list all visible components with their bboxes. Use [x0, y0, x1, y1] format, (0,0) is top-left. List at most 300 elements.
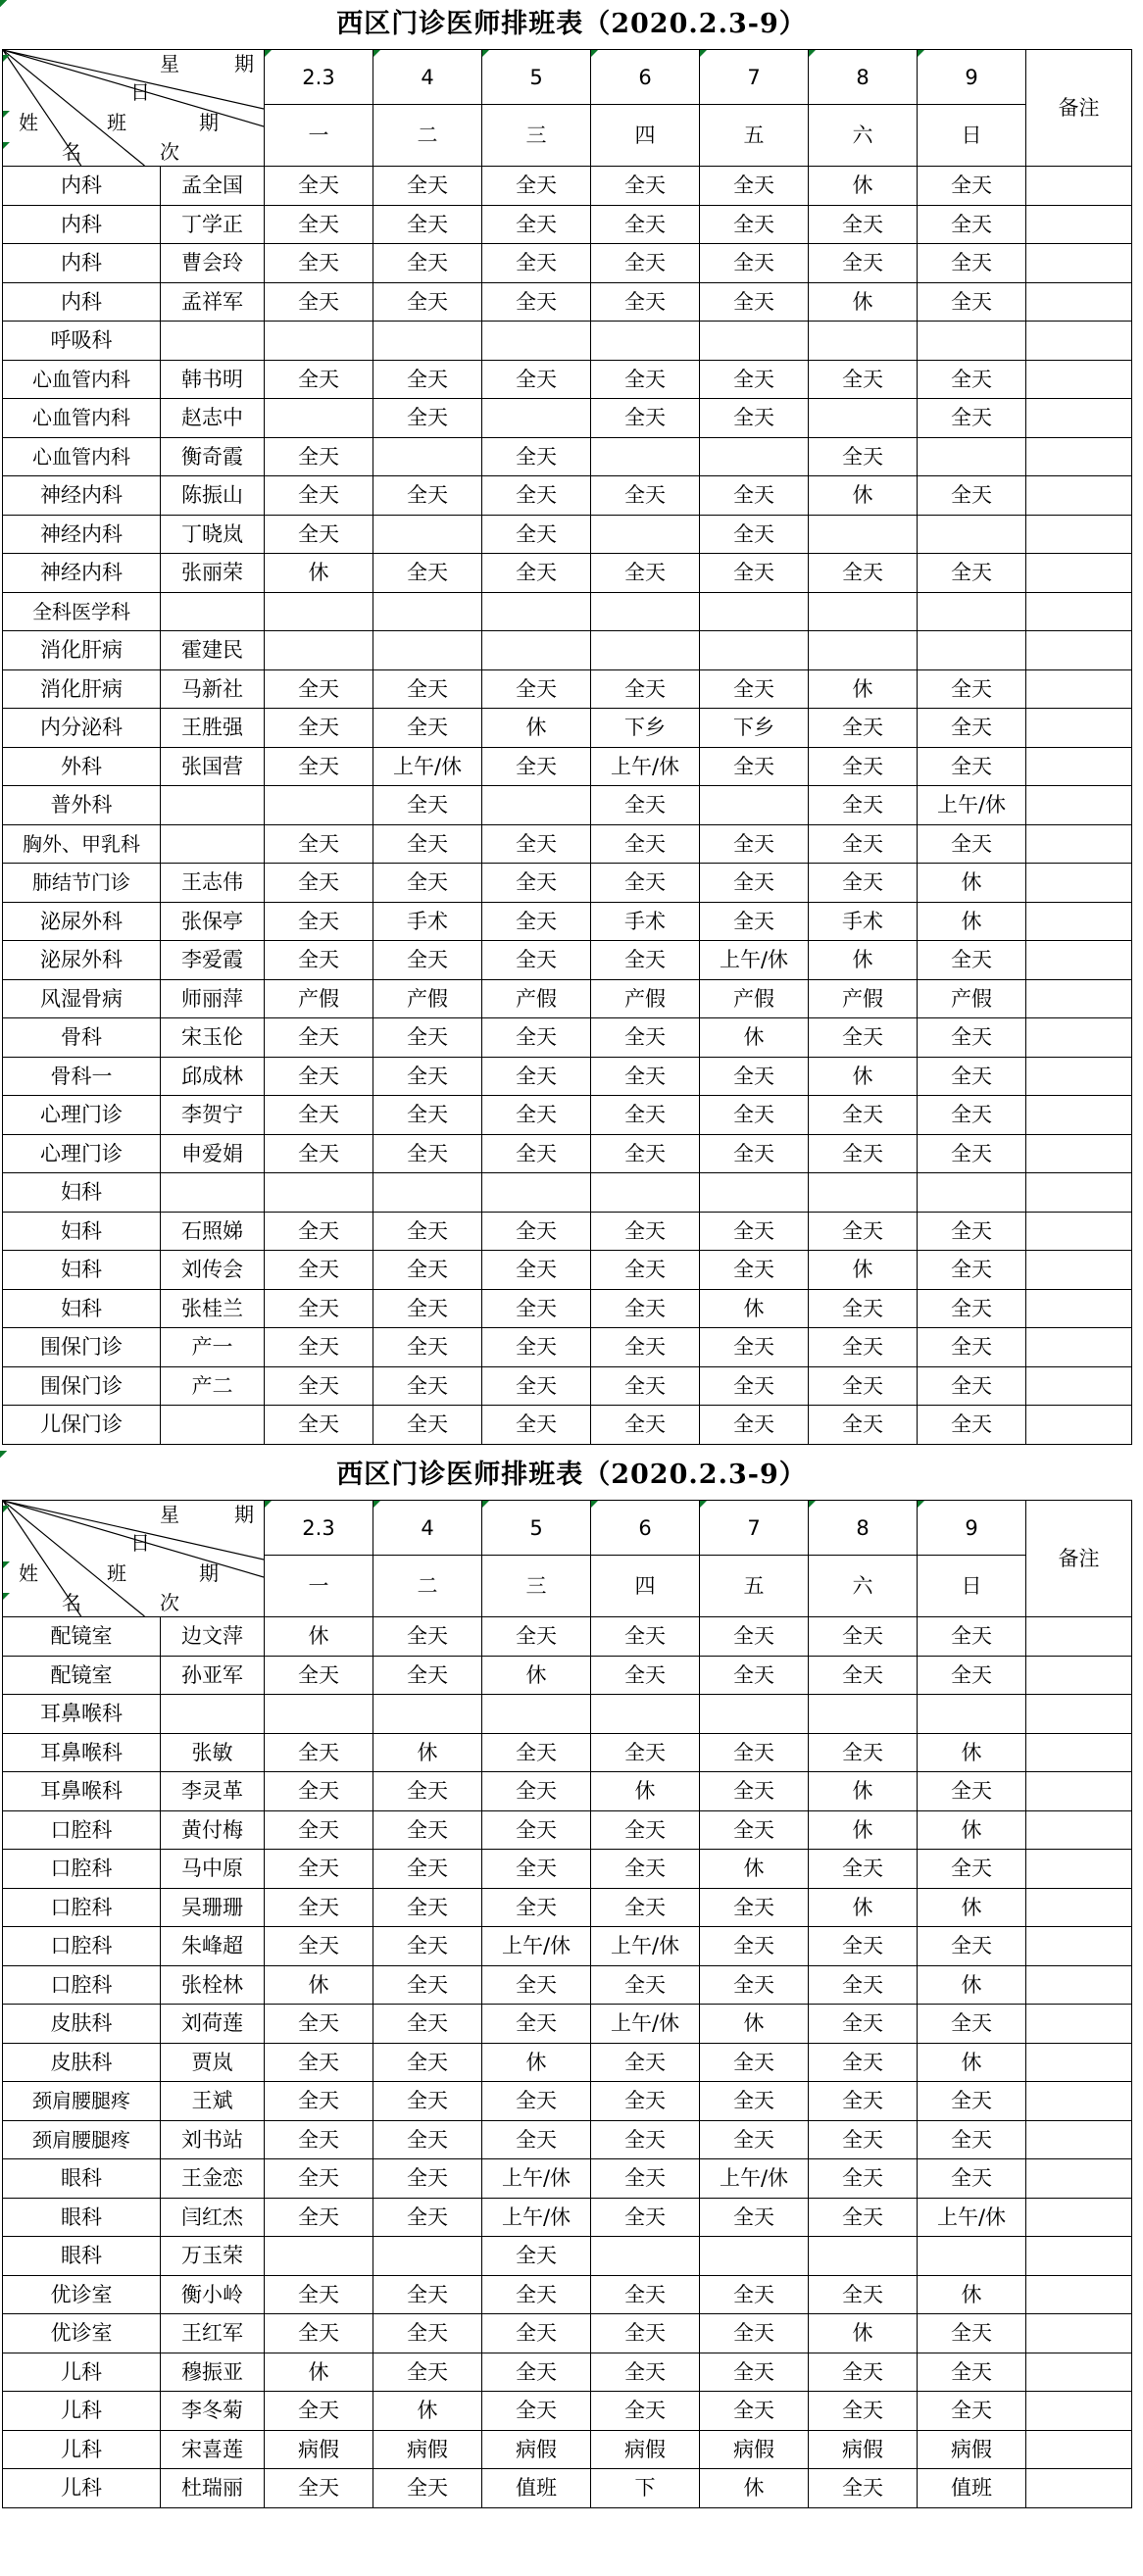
- shift-cell: [373, 631, 482, 670]
- cell-marker-icon: [918, 50, 924, 57]
- shift-cell: 下: [591, 2469, 700, 2508]
- shift-cell: 全天: [591, 2353, 700, 2392]
- date-header: 4: [373, 1501, 482, 1556]
- table-row: [3, 2392, 1132, 2431]
- shift-cell: [373, 515, 482, 554]
- shift-cell: 全天: [482, 1965, 591, 2005]
- shift-cell: [591, 631, 700, 670]
- shift-cell: 全天: [700, 1617, 809, 1657]
- shift-cell: 全天: [700, 1656, 809, 1695]
- doctor-name-cell: 丁学正: [161, 205, 265, 244]
- remark-cell: [1026, 1406, 1132, 1445]
- shift-cell: 全天: [373, 2353, 482, 2392]
- doctor-name-cell: 丁晓岚: [161, 515, 265, 554]
- shift-cell: 全天: [591, 864, 700, 903]
- table-row: [3, 709, 1132, 748]
- shift-cell: 全天: [918, 167, 1026, 206]
- shift-cell: 全天: [591, 1096, 700, 1135]
- shift-cell: 上午/休: [700, 2159, 809, 2199]
- shift-cell: 休: [918, 1888, 1026, 1927]
- shift-cell: 全天: [700, 1888, 809, 1927]
- shift-cell: 全天: [373, 1096, 482, 1135]
- table-row: [3, 1251, 1132, 1290]
- shift-cell: 全天: [265, 1328, 373, 1367]
- shift-cell: [373, 1695, 482, 1734]
- shift-cell: 上午/休: [482, 1927, 591, 1966]
- shift-cell: 全天: [591, 824, 700, 864]
- shift-cell: 全天: [918, 244, 1026, 283]
- doctor-name-cell: 张丽荣: [161, 554, 265, 593]
- remark-cell: [1026, 824, 1132, 864]
- dept-cell: 普外科: [3, 786, 161, 825]
- shift-cell: 全天: [373, 2275, 482, 2314]
- dept-cell: 心理门诊: [3, 1096, 161, 1135]
- shift-cell: 全天: [809, 1366, 918, 1406]
- dept-cell: 口腔科: [3, 1810, 161, 1850]
- shift-cell: 全天: [482, 1134, 591, 1173]
- remark-cell: [1026, 1212, 1132, 1251]
- corner-label-qi: 期: [199, 1561, 219, 1585]
- shift-cell: 休: [809, 476, 918, 516]
- shift-cell: [918, 437, 1026, 476]
- shift-cell: 全天: [373, 2120, 482, 2159]
- shift-cell: 下乡: [591, 709, 700, 748]
- remark-cell: [1026, 592, 1132, 631]
- shift-cell: 上午/休: [591, 2005, 700, 2044]
- shift-cell: 全天: [265, 1366, 373, 1406]
- remark-cell: [1026, 902, 1132, 941]
- shift-cell: 休: [809, 1251, 918, 1290]
- shift-cell: 全天: [265, 1733, 373, 1772]
- shift-cell: 全天: [700, 2275, 809, 2314]
- table-row: [3, 1733, 1132, 1772]
- shift-cell: 全天: [700, 1406, 809, 1445]
- remark-cell: [1026, 709, 1132, 748]
- date-header: 5: [482, 50, 591, 105]
- remark-cell: [1026, 399, 1132, 438]
- dept-cell: 泌尿外科: [3, 941, 161, 980]
- shift-cell: 全天: [591, 941, 700, 980]
- dept-cell: 全科医学科: [3, 592, 161, 631]
- shift-cell: 全天: [918, 1656, 1026, 1695]
- date-header: 8: [809, 1501, 918, 1556]
- shift-cell: 全天: [591, 1406, 700, 1445]
- doctor-name-cell: 李贺宁: [161, 1096, 265, 1135]
- cell-marker-icon: [3, 1593, 10, 1600]
- remark-cell: [1026, 1328, 1132, 1367]
- shift-cell: [482, 322, 591, 361]
- shift-cell: 全天: [265, 709, 373, 748]
- shift-cell: 休: [918, 1733, 1026, 1772]
- remark-cell: [1026, 1617, 1132, 1657]
- date-header: 7: [700, 50, 809, 105]
- remark-cell: [1026, 1134, 1132, 1173]
- doctor-name-cell: 宋喜莲: [161, 2430, 265, 2469]
- shift-cell: 全天: [809, 2392, 918, 2431]
- doctor-name-cell: 张栓林: [161, 1965, 265, 2005]
- remark-cell: [1026, 2005, 1132, 2044]
- dept-cell: 内科: [3, 167, 161, 206]
- shift-cell: 全天: [265, 167, 373, 206]
- dept-cell: 颈肩腰腿疼: [3, 2120, 161, 2159]
- shift-cell: 全天: [918, 399, 1026, 438]
- shift-cell: 全天: [265, 902, 373, 941]
- table-row: [3, 1927, 1132, 1966]
- cell-marker-icon: [3, 1506, 10, 1512]
- shift-cell: 产假: [809, 979, 918, 1018]
- date-header: 7: [700, 1501, 809, 1556]
- table-row: [3, 437, 1132, 476]
- shift-cell: [482, 786, 591, 825]
- dept-cell: 神经内科: [3, 554, 161, 593]
- dept-cell: 儿科: [3, 2392, 161, 2431]
- shift-cell: 全天: [700, 902, 809, 941]
- shift-cell: 全天: [918, 476, 1026, 516]
- shift-cell: 全天: [482, 2275, 591, 2314]
- corner-label-ci: 次: [160, 1591, 179, 1614]
- shift-cell: [809, 322, 918, 361]
- shift-cell: 全天: [918, 1057, 1026, 1096]
- dept-cell: 妇科: [3, 1173, 161, 1213]
- shift-cell: [809, 399, 918, 438]
- shift-cell: 全天: [700, 167, 809, 206]
- shift-cell: 全天: [809, 244, 918, 283]
- shift-cell: 全天: [265, 1096, 373, 1135]
- table-row: [3, 1772, 1132, 1811]
- shift-cell: 全天: [591, 360, 700, 399]
- shift-cell: 休: [591, 1772, 700, 1811]
- shift-cell: 全天: [591, 1057, 700, 1096]
- shift-cell: 全天: [918, 1366, 1026, 1406]
- table-row: [3, 979, 1132, 1018]
- doctor-name-cell: 王斌: [161, 2082, 265, 2121]
- table-row: [3, 1656, 1132, 1695]
- shift-cell: 全天: [591, 2198, 700, 2237]
- doctor-name-cell: 张国营: [161, 747, 265, 786]
- shift-cell: 全天: [265, 1927, 373, 1966]
- weekday-header: 三: [482, 1556, 591, 1617]
- shift-cell: 全天: [700, 2392, 809, 2431]
- cell-marker-icon: [373, 50, 380, 57]
- shift-cell: 全天: [373, 1850, 482, 1889]
- shift-cell: [482, 631, 591, 670]
- shift-cell: 全天: [700, 554, 809, 593]
- schedule-sheet-2: [0, 1451, 1143, 2508]
- shift-cell: 全天: [809, 205, 918, 244]
- date-header: 4: [373, 50, 482, 105]
- shift-cell: 全天: [918, 1018, 1026, 1058]
- shift-cell: 全天: [809, 2198, 918, 2237]
- shift-cell: 全天: [482, 2082, 591, 2121]
- weekday-header: 六: [809, 105, 918, 167]
- doctor-name-cell: 师丽萍: [161, 979, 265, 1018]
- shift-cell: 全天: [373, 1888, 482, 1927]
- shift-cell: 病假: [809, 2430, 918, 2469]
- dept-cell: 眼科: [3, 2198, 161, 2237]
- table-row: [3, 2314, 1132, 2353]
- shift-cell: 全天: [482, 282, 591, 322]
- table-row: [3, 786, 1132, 825]
- dept-cell: 骨科一: [3, 1057, 161, 1096]
- shift-cell: 全天: [591, 2314, 700, 2353]
- shift-cell: 全天: [591, 669, 700, 709]
- shift-cell: 全天: [265, 1057, 373, 1096]
- doctor-name-cell: 陈振山: [161, 476, 265, 516]
- table-row: [3, 1617, 1132, 1657]
- shift-cell: 全天: [265, 2198, 373, 2237]
- shift-cell: 全天: [482, 1888, 591, 1927]
- shift-cell: 全天: [918, 205, 1026, 244]
- shift-cell: [809, 631, 918, 670]
- shift-cell: 全天: [373, 2043, 482, 2082]
- table-row: [3, 2198, 1132, 2237]
- shift-cell: 全天: [700, 1134, 809, 1173]
- cell-marker-icon: [482, 50, 489, 57]
- shift-cell: 全天: [265, 1810, 373, 1850]
- shift-cell: 全天: [591, 2120, 700, 2159]
- shift-cell: 全天: [482, 167, 591, 206]
- shift-cell: 全天: [700, 1810, 809, 1850]
- shift-cell: 全天: [265, 1772, 373, 1811]
- shift-cell: 全天: [918, 2082, 1026, 2121]
- shift-cell: 产假: [700, 979, 809, 1018]
- shift-cell: 全天: [700, 1965, 809, 2005]
- shift-cell: 全天: [373, 2159, 482, 2199]
- shift-cell: 全天: [373, 669, 482, 709]
- shift-cell: 值班: [918, 2469, 1026, 2508]
- shift-cell: 全天: [265, 205, 373, 244]
- table-row: [3, 2237, 1132, 2276]
- table-row: [3, 1965, 1132, 2005]
- shift-cell: 全天: [482, 205, 591, 244]
- dept-cell: 神经内科: [3, 515, 161, 554]
- shift-cell: 上午/休: [373, 747, 482, 786]
- remark-cell: [1026, 747, 1132, 786]
- date-header: 9: [918, 1501, 1026, 1556]
- diagonal-lines: [3, 50, 264, 166]
- dept-cell: 优诊室: [3, 2314, 161, 2353]
- shift-cell: 全天: [918, 1212, 1026, 1251]
- weekday-header: 日: [918, 1556, 1026, 1617]
- shift-cell: 全天: [482, 902, 591, 941]
- shift-cell: [809, 2237, 918, 2276]
- doctor-name-cell: 边文萍: [161, 1617, 265, 1657]
- shift-cell: [809, 592, 918, 631]
- dept-cell: 围保门诊: [3, 1328, 161, 1367]
- shift-cell: 全天: [591, 1965, 700, 2005]
- shift-cell: 全天: [482, 1212, 591, 1251]
- remark-cell: [1026, 2314, 1132, 2353]
- remark-cell: [1026, 2430, 1132, 2469]
- dept-cell: 耳鼻喉科: [3, 1695, 161, 1734]
- shift-cell: 全天: [482, 864, 591, 903]
- shift-cell: 全天: [700, 360, 809, 399]
- shift-cell: 全天: [373, 1656, 482, 1695]
- corner-label-ci: 次: [160, 140, 179, 164]
- shift-cell: 全天: [918, 1096, 1026, 1135]
- shift-cell: 全天: [700, 747, 809, 786]
- doctor-name-cell: 王胜强: [161, 709, 265, 748]
- shift-cell: 全天: [482, 1406, 591, 1445]
- shift-cell: 全天: [809, 2159, 918, 2199]
- doctor-name-cell: 霍建民: [161, 631, 265, 670]
- doctor-name-cell: 孙亚军: [161, 1656, 265, 1695]
- shift-cell: [700, 1695, 809, 1734]
- shift-cell: [482, 592, 591, 631]
- table-row: [3, 2082, 1132, 2121]
- shift-cell: 全天: [918, 2159, 1026, 2199]
- shift-cell: 全天: [918, 1328, 1026, 1367]
- doctor-name-cell: 张桂兰: [161, 1289, 265, 1328]
- table-row: [3, 1888, 1132, 1927]
- table-row: [3, 205, 1132, 244]
- shift-cell: 全天: [591, 2082, 700, 2121]
- shift-cell: 全天: [482, 1850, 591, 1889]
- doctor-name-cell: 邱成林: [161, 1057, 265, 1096]
- weekday-header: 日: [918, 105, 1026, 167]
- shift-cell: 全天: [700, 244, 809, 283]
- shift-cell: 全天: [700, 2043, 809, 2082]
- shift-cell: 全天: [265, 1289, 373, 1328]
- shift-cell: 全天: [809, 824, 918, 864]
- shift-cell: 全天: [482, 2120, 591, 2159]
- shift-cell: 全天: [265, 1656, 373, 1695]
- shift-cell: 全天: [809, 1289, 918, 1328]
- shift-cell: 全天: [918, 1927, 1026, 1966]
- dept-cell: 耳鼻喉科: [3, 1733, 161, 1772]
- remark-cell: [1026, 1251, 1132, 1290]
- shift-cell: 全天: [482, 1617, 591, 1657]
- doctor-name-cell: 赵志中: [161, 399, 265, 438]
- table-row: [3, 2469, 1132, 2508]
- shift-cell: 全天: [373, 1212, 482, 1251]
- corner-label-qi: 期: [199, 111, 219, 134]
- shift-cell: 全天: [700, 1733, 809, 1772]
- remark-cell: [1026, 2237, 1132, 2276]
- shift-cell: 全天: [809, 1406, 918, 1445]
- doctor-name-cell: 衡小岭: [161, 2275, 265, 2314]
- shift-cell: 全天: [265, 2120, 373, 2159]
- remark-cell: [1026, 1772, 1132, 1811]
- shift-cell: 全天: [700, 1096, 809, 1135]
- shift-cell: 休: [918, 902, 1026, 941]
- remark-cell: [1026, 437, 1132, 476]
- doctor-name-cell: 王志伟: [161, 864, 265, 903]
- shift-cell: 全天: [918, 2353, 1026, 2392]
- table-row: [3, 1134, 1132, 1173]
- table-row: [3, 1328, 1132, 1367]
- corner-label-ban: 班: [107, 111, 126, 134]
- shift-cell: 产假: [591, 979, 700, 1018]
- shift-cell: 休: [809, 1772, 918, 1811]
- shift-cell: 全天: [591, 1289, 700, 1328]
- shift-cell: 休: [700, 1018, 809, 1058]
- shift-cell: 休: [373, 2392, 482, 2431]
- shift-cell: [700, 2237, 809, 2276]
- shift-cell: [265, 322, 373, 361]
- shift-cell: 全天: [809, 1096, 918, 1135]
- shift-cell: [265, 631, 373, 670]
- cell-marker-icon: [3, 1561, 10, 1568]
- cell-marker-icon: [482, 1501, 489, 1508]
- doctor-name-cell: 朱峰超: [161, 1927, 265, 1966]
- shift-cell: 手术: [591, 902, 700, 941]
- shift-cell: 休: [265, 1617, 373, 1657]
- table-row: [3, 399, 1132, 438]
- remark-cell: [1026, 1965, 1132, 2005]
- weekday-header: 五: [700, 105, 809, 167]
- shift-cell: 手术: [373, 902, 482, 941]
- remark-cell: [1026, 282, 1132, 322]
- shift-cell: 全天: [809, 786, 918, 825]
- shift-cell: 全天: [591, 1134, 700, 1173]
- shift-cell: 全天: [482, 1096, 591, 1135]
- shift-cell: 全天: [265, 1134, 373, 1173]
- shift-cell: [700, 322, 809, 361]
- shift-cell: 全天: [700, 515, 809, 554]
- doctor-name-cell: 穆振亚: [161, 2353, 265, 2392]
- table-row: [3, 941, 1132, 980]
- cell-marker-icon: [265, 50, 272, 57]
- shift-cell: 全天: [700, 205, 809, 244]
- shift-cell: 全天: [700, 399, 809, 438]
- table-row: [3, 2353, 1132, 2392]
- shift-cell: 休: [918, 864, 1026, 903]
- doctor-name-cell: 王金恋: [161, 2159, 265, 2199]
- weekday-header: 二: [373, 1556, 482, 1617]
- dept-cell: 口腔科: [3, 1927, 161, 1966]
- shift-cell: 全天: [591, 1617, 700, 1657]
- table-row: [3, 902, 1132, 941]
- doctor-name-cell: 吴珊珊: [161, 1888, 265, 1927]
- shift-cell: 全天: [918, 1406, 1026, 1445]
- corner-label-ming: 名: [62, 140, 81, 164]
- diagonal-lines: [3, 1501, 264, 1616]
- dept-cell: 消化肝病: [3, 669, 161, 709]
- shift-cell: 全天: [918, 824, 1026, 864]
- shift-cell: 全天: [809, 1850, 918, 1889]
- table-row: [3, 1096, 1132, 1135]
- dept-cell: 眼科: [3, 2159, 161, 2199]
- shift-cell: [591, 592, 700, 631]
- shift-cell: 全天: [373, 2082, 482, 2121]
- shift-cell: 病假: [918, 2430, 1026, 2469]
- remark-cell: [1026, 1656, 1132, 1695]
- shift-cell: 休: [482, 1656, 591, 1695]
- remark-cell: [1026, 864, 1132, 903]
- remark-cell: [1026, 1850, 1132, 1889]
- dept-cell: 口腔科: [3, 1888, 161, 1927]
- shift-cell: 全天: [265, 1406, 373, 1445]
- shift-cell: 全天: [482, 1328, 591, 1367]
- doctor-name-cell: 杜瑞丽: [161, 2469, 265, 2508]
- shift-cell: 全天: [373, 709, 482, 748]
- remark-cell: [1026, 786, 1132, 825]
- doctor-name-cell: [161, 824, 265, 864]
- shift-cell: 全天: [700, 669, 809, 709]
- shift-cell: 全天: [482, 1251, 591, 1290]
- shift-cell: 全天: [591, 786, 700, 825]
- shift-cell: 全天: [809, 1733, 918, 1772]
- cell-marker-icon: [591, 50, 598, 57]
- corner-label-ming: 名: [62, 1591, 81, 1614]
- shift-cell: 全天: [482, 554, 591, 593]
- remark-cell: [1026, 1810, 1132, 1850]
- table-row: [3, 322, 1132, 361]
- table-row: [3, 1173, 1132, 1213]
- shift-cell: 产假: [265, 979, 373, 1018]
- shift-cell: 全天: [482, 2353, 591, 2392]
